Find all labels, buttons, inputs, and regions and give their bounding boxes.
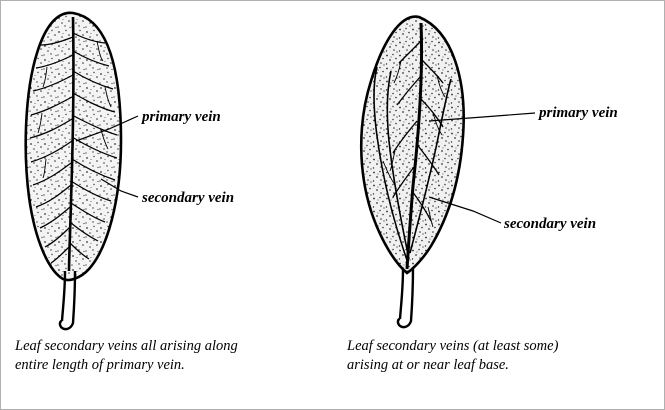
caption-right-line2: arising at or near leaf base.	[347, 357, 509, 373]
leaf-blade-texture	[1, 1, 333, 341]
caption-left	[15, 337, 325, 375]
caption-left-line2: entire length of primary vein.	[15, 357, 185, 373]
caption-right-line1: Leaf secondary veins (at least some)	[347, 338, 559, 354]
ovate-leaf-acrodromous-venation-diagram	[333, 1, 665, 341]
caption-left-line1: Leaf secondary veins all arising along	[15, 338, 238, 354]
caption-right	[347, 337, 657, 375]
panel-left	[1, 1, 333, 409]
leaf-petiole	[398, 267, 413, 327]
elliptic-leaf-pinnate-venation-diagram	[1, 1, 333, 341]
label-secondary-vein-right: secondary vein	[504, 216, 597, 232]
label-primary-vein-left: primary vein	[142, 109, 221, 125]
panel-right	[333, 1, 665, 409]
label-primary-vein-right: primary vein	[539, 105, 618, 121]
label-secondary-vein-left: secondary vein	[142, 190, 235, 206]
